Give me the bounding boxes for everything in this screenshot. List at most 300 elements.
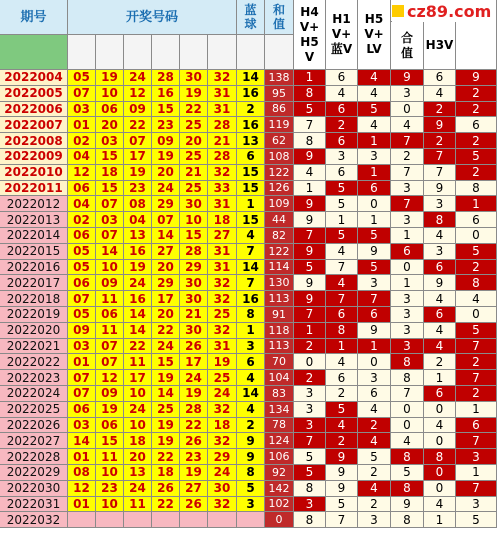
metric-value: 7: [456, 433, 497, 449]
metric-value: 4: [326, 354, 358, 370]
metric-value: 7: [456, 481, 497, 497]
metric-value: 9: [294, 275, 326, 291]
metric-value: 9: [358, 323, 391, 339]
red-ball: 25: [180, 181, 208, 197]
period-cell: 2022024: [0, 386, 68, 402]
blue-ball: 8: [237, 307, 265, 323]
blue-ball: 9: [237, 449, 265, 465]
metric-value: 3: [424, 196, 456, 212]
sum-value: 130: [265, 275, 294, 291]
metric-value: 3: [358, 370, 391, 386]
metric-value: 5: [456, 244, 497, 260]
metric-value: 3: [326, 149, 358, 165]
sum-value: 113: [265, 291, 294, 307]
red-ball: 04: [124, 212, 152, 228]
period-cell: 2022005: [0, 86, 68, 102]
red-ball: 27: [208, 228, 237, 244]
header-blue: 蓝 球: [237, 0, 265, 35]
metric-value: 7: [294, 433, 326, 449]
metric-value: 6: [424, 386, 456, 402]
metric-value: 0: [294, 354, 326, 370]
red-ball: 11: [96, 323, 124, 339]
red-ball: 32: [208, 497, 237, 513]
header-ball-slot: [180, 35, 208, 70]
red-ball: 17: [124, 149, 152, 165]
metric-value: 7: [326, 512, 358, 528]
sum-value: 113: [265, 339, 294, 355]
blue-ball: 6: [237, 354, 265, 370]
sum-value: 118: [265, 323, 294, 339]
sum-value: 91: [265, 307, 294, 323]
red-ball: 07: [68, 386, 96, 402]
metric-value: 5: [358, 228, 391, 244]
metric-value: 4: [391, 433, 424, 449]
header-ball-slot: [96, 35, 124, 70]
red-ball: 05: [68, 70, 96, 86]
red-ball: 29: [208, 449, 237, 465]
metric-value: 7: [456, 370, 497, 386]
red-ball: 09: [96, 275, 124, 291]
red-ball: 24: [208, 386, 237, 402]
red-ball: 24: [124, 275, 152, 291]
red-ball: 18: [208, 212, 237, 228]
red-ball: 22: [180, 102, 208, 118]
red-ball: 07: [68, 86, 96, 102]
metric-value: 2: [326, 117, 358, 133]
metric-value: 9: [391, 70, 424, 86]
period-cell: 2022013: [0, 212, 68, 228]
red-ball: 18: [124, 433, 152, 449]
metric-value: 8: [456, 181, 497, 197]
metric-value: 9: [456, 70, 497, 86]
metric-value: 0: [424, 402, 456, 418]
metric-value: 1: [358, 165, 391, 181]
metric-value: 0: [424, 481, 456, 497]
period-cell: 2022029: [0, 465, 68, 481]
red-ball: 32: [208, 165, 237, 181]
metric-value: 2: [326, 386, 358, 402]
sum-value: 124: [265, 433, 294, 449]
period-cell: 2022021: [0, 339, 68, 355]
metric-value: 2: [456, 86, 497, 102]
metric-value: 0: [424, 433, 456, 449]
red-ball: 14: [152, 228, 180, 244]
sum-value: 44: [265, 212, 294, 228]
red-ball: 15: [180, 228, 208, 244]
red-ball: 28: [180, 244, 208, 260]
metric-value: 1: [456, 402, 497, 418]
red-ball: 24: [208, 465, 237, 481]
metric-value: 6: [391, 244, 424, 260]
sum-value: 108: [265, 149, 294, 165]
red-ball: 08: [68, 465, 96, 481]
metric-value: 0: [358, 354, 391, 370]
metric-value: 2: [358, 418, 391, 434]
metric-value: 0: [424, 465, 456, 481]
metric-value: 5: [326, 402, 358, 418]
metric-value: 6: [424, 307, 456, 323]
sum-value: 0: [265, 512, 294, 528]
logo-text: cz89.com: [407, 1, 492, 21]
blue-ball: 15: [237, 212, 265, 228]
metric-value: 9: [326, 481, 358, 497]
period-cell: 2022025: [0, 402, 68, 418]
red-ball: [208, 512, 237, 528]
red-ball: 12: [124, 86, 152, 102]
metric-value: 4: [326, 86, 358, 102]
red-ball: 20: [152, 260, 180, 276]
metric-value: 4: [424, 497, 456, 513]
blue-ball: 16: [237, 86, 265, 102]
metric-value: 2: [456, 165, 497, 181]
red-ball: 19: [96, 402, 124, 418]
red-ball: 07: [96, 339, 124, 355]
metric-value: 6: [326, 307, 358, 323]
red-ball: 15: [152, 354, 180, 370]
blue-ball: 16: [237, 117, 265, 133]
blue-ball: 15: [237, 181, 265, 197]
period-cell: 2022010: [0, 165, 68, 181]
sum-value: 119: [265, 117, 294, 133]
red-ball: 26: [180, 433, 208, 449]
red-ball: 20: [180, 133, 208, 149]
metric-value: 8: [424, 212, 456, 228]
metric-value: 7: [391, 386, 424, 402]
red-ball: 24: [180, 370, 208, 386]
metric-value: 1: [294, 323, 326, 339]
sum-value: 95: [265, 86, 294, 102]
sum-value: 83: [265, 386, 294, 402]
red-ball: 32: [208, 275, 237, 291]
red-ball: 26: [180, 497, 208, 513]
metric-value: 2: [294, 339, 326, 355]
metric-value: 8: [294, 512, 326, 528]
period-cell: 2022022: [0, 354, 68, 370]
blue-ball: 7: [237, 275, 265, 291]
metric-value: 8: [391, 481, 424, 497]
red-ball: 01: [68, 354, 96, 370]
red-ball: 16: [124, 244, 152, 260]
metric-value: 8: [391, 370, 424, 386]
metric-value: 5: [358, 449, 391, 465]
red-ball: 10: [124, 386, 152, 402]
period-cell: 2022009: [0, 149, 68, 165]
metric-value: 5: [358, 260, 391, 276]
metric-value: 4: [326, 418, 358, 434]
metric-value: 2: [456, 102, 497, 118]
red-ball: 28: [208, 149, 237, 165]
metric-value: 3: [456, 497, 497, 513]
red-ball: [96, 512, 124, 528]
metric-value: 1: [358, 339, 391, 355]
red-ball: 07: [68, 291, 96, 307]
period-cell: 2022012: [0, 196, 68, 212]
sum-value: 109: [265, 196, 294, 212]
red-ball: 15: [96, 149, 124, 165]
red-ball: 05: [68, 244, 96, 260]
header-h4v-h5v: H4 V+ H5 V: [294, 0, 326, 70]
metric-value: 8: [326, 323, 358, 339]
red-ball: 06: [68, 402, 96, 418]
metric-value: 3: [294, 402, 326, 418]
red-ball: 11: [124, 497, 152, 513]
metric-value: 7: [326, 260, 358, 276]
sum-value: 142: [265, 481, 294, 497]
red-ball: 33: [208, 181, 237, 197]
red-ball: 25: [152, 402, 180, 418]
metric-value: 7: [326, 291, 358, 307]
metric-value: 6: [424, 70, 456, 86]
metric-value: 3: [358, 512, 391, 528]
metric-value: 5: [294, 102, 326, 118]
red-ball: 04: [68, 149, 96, 165]
red-ball: 03: [68, 418, 96, 434]
sum-value: 122: [265, 244, 294, 260]
red-ball: 05: [68, 260, 96, 276]
red-ball: 28: [180, 402, 208, 418]
metric-value: 9: [294, 196, 326, 212]
metric-value: 9: [391, 497, 424, 513]
blue-ball: 14: [237, 70, 265, 86]
red-ball: 11: [124, 354, 152, 370]
red-ball: 29: [180, 260, 208, 276]
red-ball: 10: [96, 497, 124, 513]
metric-value: 7: [294, 228, 326, 244]
metric-value: 5: [456, 149, 497, 165]
period-cell: 2022027: [0, 433, 68, 449]
red-ball: 31: [208, 260, 237, 276]
metric-value: 5: [326, 228, 358, 244]
metric-value: 6: [326, 133, 358, 149]
red-ball: 06: [96, 307, 124, 323]
red-ball: 22: [152, 449, 180, 465]
metric-value: 5: [326, 181, 358, 197]
period-cell: 2022014: [0, 228, 68, 244]
red-ball: [180, 512, 208, 528]
sum-value: 138: [265, 70, 294, 86]
metric-value: 3: [391, 339, 424, 355]
red-ball: 10: [96, 86, 124, 102]
metric-value: 3: [391, 212, 424, 228]
red-ball: 20: [96, 117, 124, 133]
metric-value: 9: [358, 244, 391, 260]
metric-value: 4: [424, 86, 456, 102]
period-cell: 2022018: [0, 291, 68, 307]
period-cell: 2022023: [0, 370, 68, 386]
red-ball: 22: [180, 418, 208, 434]
metric-value: 3: [424, 244, 456, 260]
metric-value: 4: [424, 418, 456, 434]
period-cell: 2022006: [0, 102, 68, 118]
red-ball: 31: [208, 102, 237, 118]
red-ball: 08: [124, 196, 152, 212]
metric-value: 2: [456, 354, 497, 370]
blue-ball: 6: [237, 149, 265, 165]
metric-value: 6: [456, 117, 497, 133]
red-ball: 10: [124, 418, 152, 434]
metric-value: 8: [456, 275, 497, 291]
metric-value: 4: [294, 165, 326, 181]
red-ball: 12: [96, 370, 124, 386]
red-ball: 07: [68, 370, 96, 386]
red-ball: 18: [152, 465, 180, 481]
red-ball: 18: [96, 165, 124, 181]
red-ball: 22: [124, 117, 152, 133]
red-ball: 22: [124, 339, 152, 355]
red-ball: [152, 512, 180, 528]
red-ball: 09: [124, 102, 152, 118]
red-ball: 06: [68, 275, 96, 291]
metric-value: 2: [456, 260, 497, 276]
sum-value: 62: [265, 133, 294, 149]
blue-ball: 2: [237, 418, 265, 434]
metric-value: 7: [391, 133, 424, 149]
period-cell: 2022028: [0, 449, 68, 465]
blue-ball: 14: [237, 260, 265, 276]
metric-value: 3: [456, 449, 497, 465]
red-ball: 26: [152, 481, 180, 497]
red-ball: 30: [180, 70, 208, 86]
metric-value: 5: [294, 449, 326, 465]
metric-value: 9: [326, 449, 358, 465]
metric-value: 9: [294, 244, 326, 260]
red-ball: 29: [152, 196, 180, 212]
metric-value: 2: [358, 497, 391, 513]
metric-value: 1: [358, 133, 391, 149]
header-sum: 和 值: [265, 0, 294, 35]
period-cell: 2022004: [0, 70, 68, 86]
metric-value: 1: [391, 228, 424, 244]
metric-value: 4: [358, 70, 391, 86]
red-ball: 23: [180, 449, 208, 465]
red-ball: 04: [68, 196, 96, 212]
metric-value: 3: [294, 418, 326, 434]
red-ball: 19: [152, 370, 180, 386]
red-ball: 11: [96, 291, 124, 307]
metric-value: 1: [326, 339, 358, 355]
metric-value: 8: [294, 133, 326, 149]
period-cell: 2022015: [0, 244, 68, 260]
red-ball: 06: [96, 102, 124, 118]
metric-value: 4: [358, 117, 391, 133]
red-ball: 21: [180, 307, 208, 323]
blue-ball: 13: [237, 133, 265, 149]
metric-value: 5: [326, 497, 358, 513]
red-ball: 21: [180, 165, 208, 181]
metric-value: 4: [358, 86, 391, 102]
metric-value: 0: [391, 260, 424, 276]
sum-value: 78: [265, 418, 294, 434]
metric-value: 5: [358, 102, 391, 118]
red-ball: 15: [152, 102, 180, 118]
red-ball: 09: [96, 386, 124, 402]
red-ball: 24: [124, 481, 152, 497]
metric-value: 7: [391, 196, 424, 212]
red-ball: 13: [124, 465, 152, 481]
header-ball-slot: [152, 35, 180, 70]
blue-ball: 3: [237, 339, 265, 355]
metric-value: 6: [358, 307, 391, 323]
metric-value: 2: [424, 102, 456, 118]
header-period: 期号: [0, 0, 68, 35]
metric-value: 3: [391, 307, 424, 323]
red-ball: [68, 512, 96, 528]
red-ball: 14: [68, 433, 96, 449]
red-ball: 10: [96, 260, 124, 276]
red-ball: 30: [180, 291, 208, 307]
red-ball: 20: [124, 449, 152, 465]
metric-value: 1: [294, 181, 326, 197]
red-ball: 24: [124, 402, 152, 418]
metric-value: 9: [424, 275, 456, 291]
red-ball: 01: [68, 117, 96, 133]
metric-value: 9: [424, 181, 456, 197]
metric-value: 6: [358, 386, 391, 402]
metric-value: 6: [326, 70, 358, 86]
red-ball: 02: [68, 212, 96, 228]
sum-value: 70: [265, 354, 294, 370]
header-h1v-bluev: H1 V+ 蓝V: [326, 0, 358, 70]
red-ball: 24: [152, 339, 180, 355]
metric-value: 5: [294, 465, 326, 481]
red-ball: 06: [68, 181, 96, 197]
period-cell: 2022007: [0, 117, 68, 133]
metric-value: 9: [326, 465, 358, 481]
red-ball: 30: [208, 481, 237, 497]
site-logo: [392, 0, 496, 22]
metric-value: 1: [294, 70, 326, 86]
red-ball: 03: [68, 102, 96, 118]
red-ball: 32: [208, 433, 237, 449]
header-ball-slot: [68, 35, 96, 70]
period-cell: 2022017: [0, 275, 68, 291]
red-ball: 15: [96, 181, 124, 197]
metric-value: 7: [424, 165, 456, 181]
blue-ball: 16: [237, 291, 265, 307]
red-ball: 23: [96, 481, 124, 497]
red-ball: 31: [208, 244, 237, 260]
metric-value: 5: [326, 196, 358, 212]
blue-ball: [237, 512, 265, 528]
sum-value: 106: [265, 449, 294, 465]
metric-value: 5: [391, 465, 424, 481]
metric-value: 1: [456, 465, 497, 481]
metric-value: 4: [391, 117, 424, 133]
metric-value: 3: [391, 181, 424, 197]
period-cell: 2022011: [0, 181, 68, 197]
period-cell: 2022032: [0, 512, 68, 528]
metric-value: 2: [391, 149, 424, 165]
red-ball: 19: [180, 86, 208, 102]
red-ball: 25: [180, 149, 208, 165]
metric-value: 9: [294, 149, 326, 165]
blue-ball: 1: [237, 323, 265, 339]
red-ball: 07: [96, 228, 124, 244]
red-ball: 19: [180, 465, 208, 481]
metric-value: 2: [456, 133, 497, 149]
red-ball: 16: [124, 291, 152, 307]
red-ball: 27: [152, 244, 180, 260]
period-cell: 2022026: [0, 418, 68, 434]
metric-value: 1: [391, 275, 424, 291]
red-ball: 19: [152, 433, 180, 449]
header-blue-slot: [237, 35, 265, 70]
metric-value: 1: [326, 212, 358, 228]
metric-value: 6: [326, 370, 358, 386]
sum-value: 134: [265, 402, 294, 418]
red-ball: 09: [152, 133, 180, 149]
red-ball: 07: [152, 212, 180, 228]
